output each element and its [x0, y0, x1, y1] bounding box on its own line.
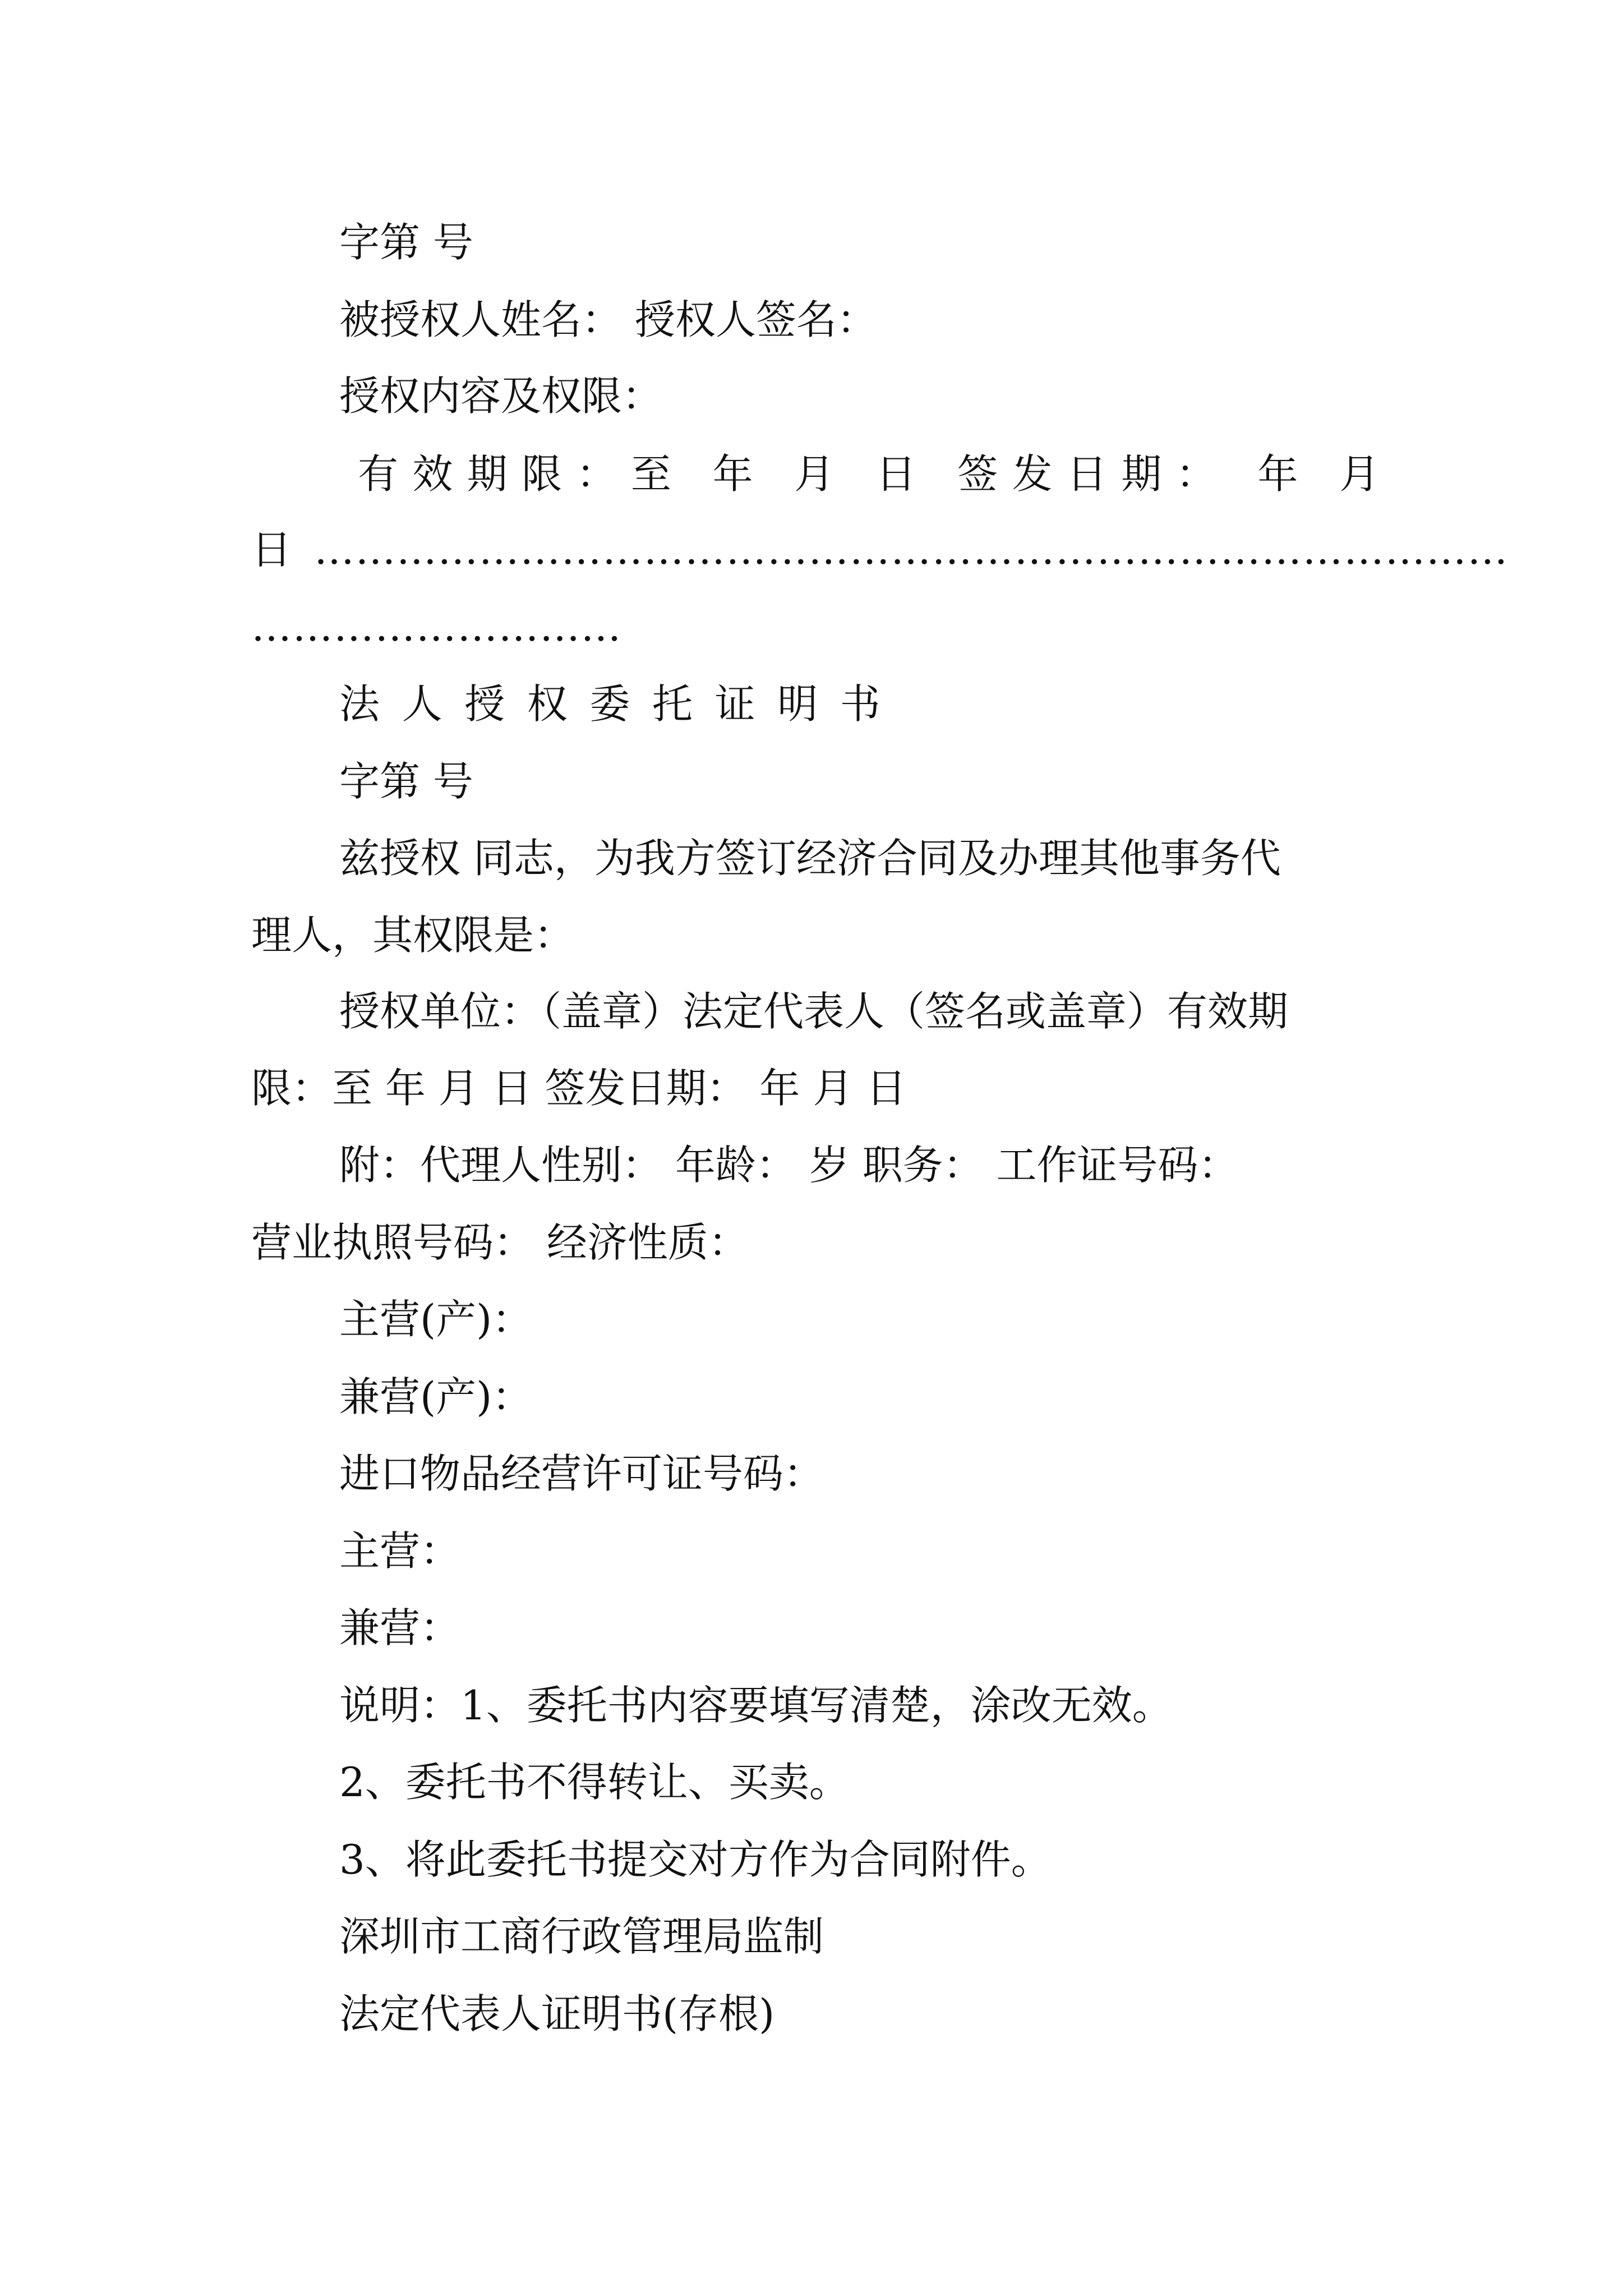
doc-line-authorized-name: 被授权人姓名： 授权人签名：: [339, 296, 877, 343]
doc-line-supervisor: 深圳市工商行政管理局监制: [339, 1913, 824, 1960]
doc-line-authorizing-unit: 授权单位：（盖章）法定代表人（签名或盖章）有效期: [339, 988, 1289, 1035]
doc-section-title: 法人授权委托证明书: [339, 680, 903, 728]
doc-note-3: 3、将此委托书提交对方作为合同附件。: [339, 1836, 1052, 1883]
doc-line-stub-title: 法定代表人证明书(存根): [339, 1990, 775, 2037]
doc-line-validity-period: 有效期限：至 年 月 日 签发日期： 年 月: [358, 450, 1380, 498]
doc-line-agent-details: 附：代理人性别： 年龄： 岁 职务： 工作证号码：: [339, 1142, 1239, 1189]
doc-line-day-suffix: 日: [251, 526, 292, 573]
doc-line-main: 主营：: [339, 1527, 461, 1575]
doc-note-2: 2、委托书不得转让、买卖。: [339, 1759, 850, 1806]
doc-line-validity-and-issue-date: 限：至 年 月 日 签发日期： 年 月 日: [251, 1065, 907, 1112]
doc-line-import-license: 进口物品经营许可证号码：: [339, 1450, 824, 1497]
doc-line-number-header-2: 字第 号: [339, 758, 473, 805]
dotted-separator-1: ……………………………………………………………………………: [314, 526, 1509, 573]
dotted-separator-2: ………………………: [251, 603, 622, 650]
doc-line-authorization-statement: 兹授权 同志，为我方签订经济合同及办理其他事务代: [339, 835, 1281, 882]
doc-line-number-header: 字第 号: [339, 219, 473, 266]
doc-line-business-license: 营业执照号码： 经济性质：: [251, 1219, 749, 1266]
doc-line-side-business: 兼营(产)：: [339, 1373, 533, 1420]
doc-line-authority-limits: 理人，其权限是：: [251, 912, 575, 959]
doc-line-side: 兼营：: [339, 1604, 461, 1651]
doc-note-1: 说明：1、委托书内容要填写清楚，涂改无效。: [339, 1682, 1173, 1729]
doc-line-authorization-scope: 授权内容及权限：: [339, 372, 663, 420]
doc-line-main-business: 主营(产)：: [339, 1296, 533, 1343]
